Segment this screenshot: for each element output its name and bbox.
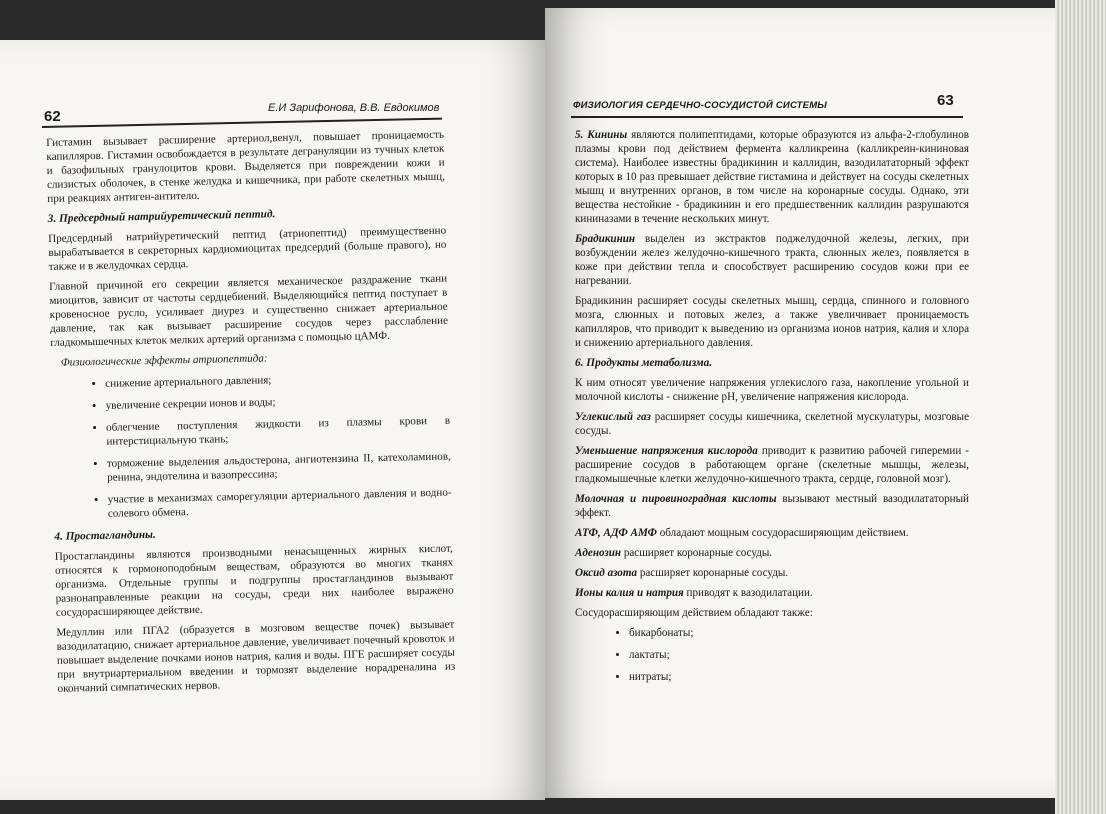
list-item: • лактаты; [629, 648, 969, 662]
section-heading: 3. Предсердный натрийуретический пептид. [47, 208, 276, 225]
paragraph [575, 444, 969, 486]
left-page-text [46, 128, 456, 702]
term: Оксид азота [575, 567, 638, 579]
paragraph: Брадикинин расширяет сосуды скелетных мышц, сердца, спинного и головного мозга, слюнных и потовых желез, а также увеличивает проницаемость капилляров, что приводит к выведению из организма ионов натрия, калия и хлора и снижению артериального давления. [575, 295, 969, 349]
term: Молочная и пировиноградная кислоты [575, 493, 777, 505]
right-page [545, 8, 1055, 798]
paragraph-text: являются полипептидами, которые образуются из альфа-2-глобулинов плазмы крови под действием фермента калликреина (калликреин-кининовая система). Наиболее известны брадикинин и каллидин, вазодилататорный эффект которых в 10 раз превышает действие гистамина и действует на сосуды скелетных мышц и внутренних органов, в том числе на коронарные сосуды. Однако, эти вещества нестойкие - брадикинин и его предшественник каллидин разрушаются кининазами в течение нескольких минут. [575, 129, 969, 225]
paragraph [575, 586, 969, 600]
paragraph [575, 410, 969, 438]
list-item: • торможение выделения альдостерона, ангиотензина II, катехоламинов, ренина, эндотелина и вазопрессина; [107, 450, 452, 485]
running-head-title: ФИЗИОЛОГИЯ СЕРДЕЧНО-СОСУДИСТОЙ СИСТЕМЫ [573, 100, 828, 111]
paragraph-text: расширяет сосуды кишечника, скелетной мускулатуры, мозговые сосуды. [575, 411, 969, 437]
paragraph-text: приводят к вазодилатации. [683, 587, 813, 599]
paragraph [575, 526, 969, 540]
running-head-authors: Е.И Зарифонова, В.В. Евдокимов [268, 102, 440, 114]
term: Ионы калия и натрия [575, 587, 684, 599]
term: Уменьшение напряжения кислорода [575, 445, 758, 457]
left-page [0, 40, 545, 800]
term: Углекислый газ [575, 411, 651, 423]
page-edges [1055, 0, 1106, 814]
list-item: • нитраты; [629, 670, 969, 684]
header-rule [571, 116, 963, 118]
paragraph: Главной причиной его секреции является механическое раздражение ткани миоцитов, зависит от частоты сердцебиений. Выделяющийся пептид поступает в кровеносное русло, усиливает диурез и существенно снижает артериальное давление, так как вызывает расширение сосудов через расслабление гладкомышечных клеток мелких артерий организма с помощью цАМФ. [49, 272, 449, 349]
paragraph [575, 492, 969, 520]
also-list [575, 626, 969, 684]
list-item: • увеличение секреции ионов и воды; [106, 392, 450, 413]
page-number: 63 [937, 92, 954, 109]
section-heading: 6. Продукты метаболизма. [575, 357, 713, 369]
paragraph-text: выделен из экстрактов поджелудочной железы, легких, при возбуждении желез желудочно-кишечного тракта, слюнных желез, появляется в коже при действии тепла и способствует расширению сосудов кожи при ее нагревании. [575, 233, 969, 287]
list-item: • снижение артериального давления; [105, 370, 449, 391]
paragraph [575, 566, 969, 580]
paragraph-text: расширяет коронарные сосуды. [637, 567, 789, 579]
paragraph: Предсердный натрийуретический пептид (атриопептид) преимущественно вырабатывается в секреторных кардиомиоцитах предсердий (больше правого), но также и в желудочках сердца. [48, 224, 447, 273]
paragraph [575, 128, 969, 226]
paragraph-text: приводит к развитию рабочей гиперемии - расширение сосудов в работающем органе (скелетные мышцы, железы, гладкомышечные клетки желудочно-кишечного тракта, сердце, головной мозг). [575, 445, 969, 485]
list-item: • участие в механизмах саморегуляции артериального давления и водно-солевого обмена. [107, 486, 452, 521]
paragraph: Сосудорасширяющим действием обладают также: [575, 607, 813, 619]
effects-title: Физиологические эффекты атриопептида: [60, 352, 268, 369]
effects-list [51, 370, 452, 522]
paragraph-text: обладают мощным сосудорасширяющим действием. [656, 527, 909, 539]
paragraph: К ним относят увеличение напряжения углекислого газа, накопление угольной и молочной кислоты - снижение pH, увеличение напряжения кислорода. [575, 377, 969, 403]
section-heading: 4. Простагландины. [54, 528, 156, 543]
paragraph: Простагландины являются производными ненасыщенных жирных кислот, относятся к гормоноподобным веществам, образуются во многих тканях организма. Отдельные группы и подгруппы простагландинов вызывают разнонаправленные реакции на сосуды, среди них наиболее выражено сосудорасширяющее действие. [54, 542, 454, 619]
header-rule [42, 118, 442, 128]
term: 5. Кинины [575, 129, 628, 141]
paragraph: Медуллин или ПГА2 (образуется в мозговом веществе почек) вызывает вазодилатацию, снижает артериальное давление, увеличивает почечный кровоток и повышает выделение почками ионов натрия, калия и воды. ПГЕ расширяет сосуды при внутриартериальном введении и тормозят выделение норадреналина из окончаний симпатических нервов. [56, 618, 456, 695]
term: АТФ, АДФ АМФ [575, 527, 657, 539]
paragraph-text: вызывают местный вазодилататорный эффект. [575, 493, 969, 519]
paragraph [575, 546, 969, 560]
paragraph [575, 232, 969, 288]
term: Аденозин [575, 547, 622, 559]
right-page-text [575, 128, 969, 692]
page-number: 62 [44, 108, 61, 125]
paragraph: Гистамин вызывает расширение артериол,венул, повышает проницаемость капилляров. Гистамин освобождается в результате дегрануляции из тучных клеток и базофильных гранулоцитов крови. Выделяется при повреждении кожи и слизистых оболочек, в стенке желудка и кишечника, при работе скелетных мышц, при реакциях антиген-антитело. [46, 128, 446, 205]
list-item: • облегчение поступления жидкости из плазмы крови в интерстициальную ткань; [106, 414, 451, 449]
paragraph-text: расширяет коронарные сосуды. [621, 547, 773, 559]
list-item: • бикарбонаты; [629, 626, 969, 640]
term: Брадикинин [575, 233, 636, 245]
